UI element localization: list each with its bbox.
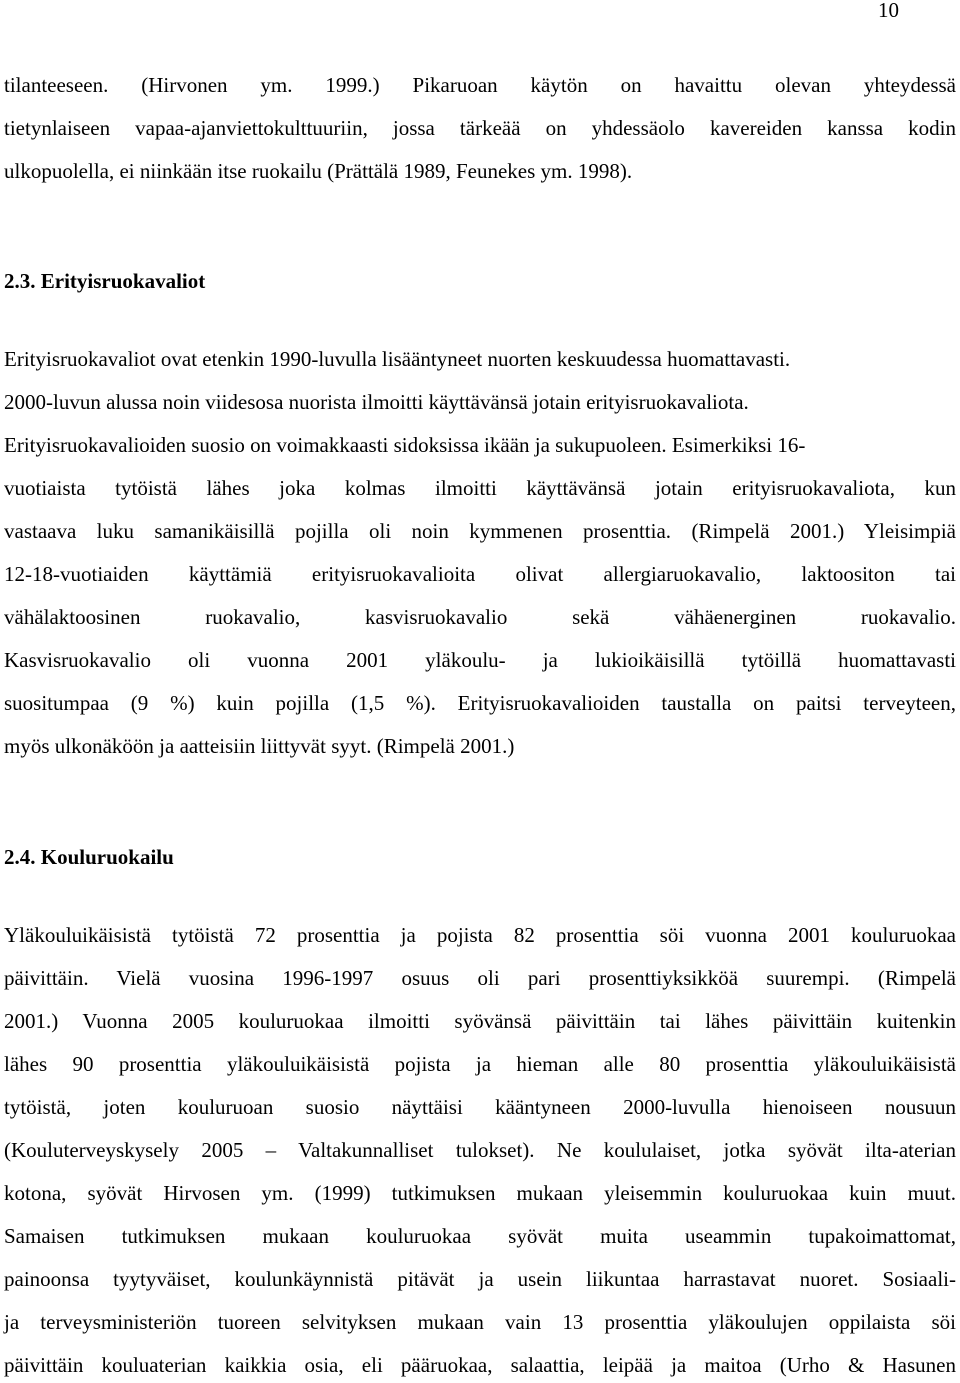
text-line: vuotiaista tytöistä lähes joka kolmas ilmoitti käyttävänsä jotain erityisruokavaliota, kun bbox=[4, 476, 956, 500]
text-line: Yläkouluikäisistä tytöistä 72 prosenttia ja pojista 82 prosenttia söi vuonna 2001 kouluruokaa bbox=[4, 923, 956, 947]
text-line: tietynlaiseen vapaa-ajanviettokulttuuriin, jossa tärkeää on yhdessäolo kavereiden kanssa kodin bbox=[4, 116, 956, 140]
text-line: Kasvisruokavalio oli vuonna 2001 yläkoulu- ja lukioikäisillä tytöillä huomattavasti bbox=[4, 648, 956, 672]
text-line: ja terveysministeriön tuoreen selvityksen mukaan vain 13 prosenttia yläkoulujen oppilaista söi bbox=[4, 1310, 956, 1334]
text-line: päivittäin kouluaterian kaikkia osia, eli pääruokaa, salaattia, leipää ja maitoa (Urho & Hasunen bbox=[4, 1353, 956, 1377]
text-line: 2001.) Vuonna 2005 kouluruokaa ilmoitti syövänsä päivittäin tai lähes päivittäin kuitenkin bbox=[4, 1009, 956, 1033]
text-line: painoonsa tyytyväiset, koulunkäynnistä pitävät ja usein liikuntaa harrastavat nuoret. Sosiaali- bbox=[4, 1267, 956, 1291]
text-line: 2000-luvun alussa noin viidesosa nuorista ilmoitti käyttävänsä jotain erityisruokavaliota. bbox=[4, 390, 749, 414]
text-line: vähälaktoosinen ruokavalio, kasvisruokavalio sekä vähäenerginen ruokavalio. bbox=[4, 605, 956, 629]
section-heading-2-4: 2.4. Kouluruokailu bbox=[4, 845, 174, 869]
text-line: ulkopuolella, ei niinkään itse ruokailu (Prättälä 1989, Feunekes ym. 1998). bbox=[4, 159, 633, 183]
text-line: suositumpaa (9 %) kuin pojilla (1,5 %). Erityisruokavalioiden taustalla on paitsi terveyteen, bbox=[4, 691, 956, 715]
text-line: myös ulkonäköön ja aatteisiin liittyvät syyt. (Rimpelä 2001.) bbox=[4, 734, 515, 758]
page-number: 10 bbox=[878, 0, 899, 22]
text-line: tilanteeseen. (Hirvonen ym. 1999.) Pikaruoan käytön on havaittu olevan yhteydessä bbox=[4, 73, 956, 97]
text-line: vastaava luku samanikäisillä pojilla oli noin kymmenen prosenttia. (Rimpelä 2001.) Yleisimpiä bbox=[4, 519, 956, 543]
text-line: kotona, syövät Hirvosen ym. (1999) tutkimuksen mukaan yleisemmin kouluruokaa kuin muut. bbox=[4, 1181, 956, 1205]
text-line: Erityisruokavaliot ovat etenkin 1990-luvulla lisääntyneet nuorten keskuudessa huomattavasti. bbox=[4, 347, 791, 371]
text-line: tytöistä, joten kouluruoan suosio näyttäisi kääntyneen 2000-luvulla hienoiseen nousuun bbox=[4, 1095, 956, 1119]
text-line: (Kouluterveyskysely 2005 – Valtakunnalliset tulokset). Ne koululaiset, jotka syövät ilta-aterian bbox=[4, 1138, 956, 1162]
text-line: päivittäin. Vielä vuosina 1996-1997 osuus oli pari prosenttiyksikköä suurempi. (Rimpelä bbox=[4, 966, 956, 990]
text-line: Erityisruokavalioiden suosio on voimakkaasti sidoksissa ikään ja sukupuoleen. Esimerkiksi 16- bbox=[4, 433, 806, 457]
section-heading-2-3: 2.3. Erityisruokavaliot bbox=[4, 269, 206, 293]
text-line: 12-18-vuotiaiden käyttämiä erityisruokavalioita olivat allergiaruokavalio, laktoositon tai bbox=[4, 562, 956, 586]
text-line: Samaisen tutkimuksen mukaan kouluruokaa syövät muita useammin tupakoimattomat, bbox=[4, 1224, 956, 1248]
text-line: lähes 90 prosenttia yläkouluikäisistä pojista ja hieman alle 80 prosenttia yläkouluikäisistä bbox=[4, 1052, 956, 1076]
